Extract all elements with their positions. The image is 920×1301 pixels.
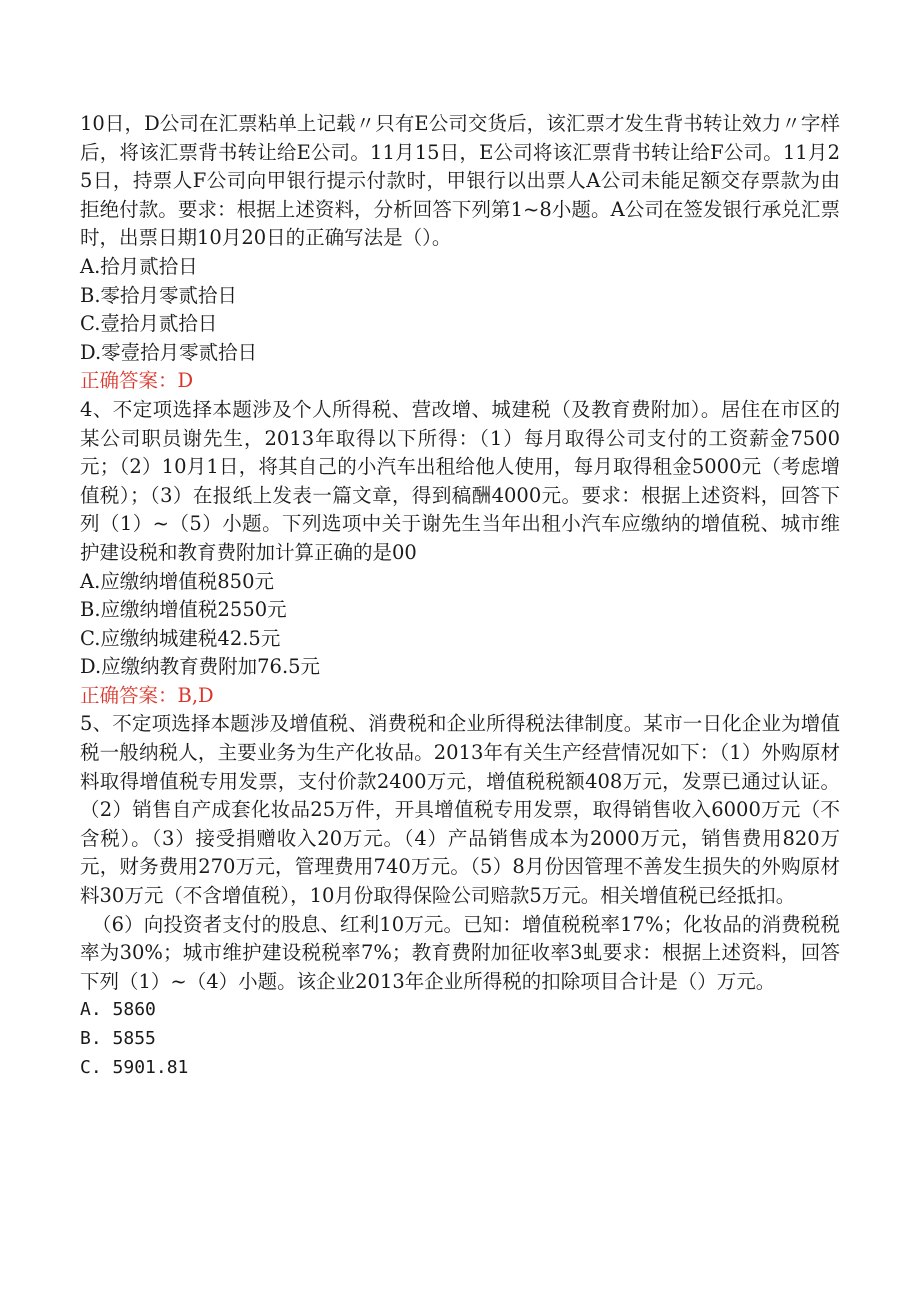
question-4 xyxy=(80,396,840,711)
question-5 xyxy=(80,710,840,1082)
question-4-option-c: C.应缴纳城建税42.5元 xyxy=(80,626,281,650)
question-5-stem-continued: （6）向投资者支付的股息、红利10万元。已知：增值税税率17%；化妆品的消费税税率为30%；城市维护建设税税率7%；教育费附加征收率3虬要求：根据上述资料，回答下列（1）~（4）小题。该企业2013年企业所得税的扣除项目合计是（）万元。 xyxy=(80,912,840,993)
question-3-option-d: D.零壹拾月零贰拾日 xyxy=(80,340,258,364)
option-letter: C. xyxy=(80,1056,102,1078)
question-5-option-a xyxy=(80,996,840,1025)
question-3-stem: 10日，D公司在汇票粘单上记载〃只有E公司交货后，该汇票才发生背书转让效力〃字样后，将该汇票背书转让给E公司。11月15日，E公司将该汇票背书转让给F公司。11月25日，持票人F公司向甲银行提示付款时，甲银行以出票人A公司未能足额交存票款为由拒绝付款。要求：根据上述资料，分析回答下列第1~8小题。A公司在签发银行承兑汇票时，出票日期10月20日的正确写法是（）。 xyxy=(80,112,840,250)
option-letter: A. xyxy=(80,999,102,1021)
question-5-option-b xyxy=(80,1025,840,1054)
question-4-stem: 4、不定项选择本题涉及个人所得税、营改增、城建税（及教育费附加）。居住在市区的某公司职员谢先生，2013年取得以下所得：（1）每月取得公司支付的工资薪金7500元；（2）10月1日，将其自己的小汽车出租给他人使用，每月取得租金5000元（考虑增值税）；（3）在报纸上发表一篇文章，得到稿酬4000元。要求：根据上述资料，回答下列（1）~（5）小题。下列选项中关于谢先生当年出租小汽车应缴纳的增值税、城市维护建设税和教育费附加计算正确的是00 xyxy=(80,397,840,564)
option-letter: B. xyxy=(80,1028,102,1049)
question-3-answer: 正确答案：D xyxy=(80,369,194,393)
question-5-option-c xyxy=(80,1054,840,1083)
option-value: 5855 xyxy=(112,1028,156,1049)
question-3-option-c: C.壹拾月贰拾日 xyxy=(80,312,218,336)
option-value: 5901.81 xyxy=(112,1056,189,1078)
document-page xyxy=(80,110,840,1082)
question-5-stem: 5、不定项选择本题涉及增值税、消费税和企业所得税法律制度。某市一日化企业为增值税一般纳税人，主要业务为生产化妆品。2013年有关生产经营情况如下：（1）外购原材料取得增值税专用发票，支付价款2400万元，增值税税额408万元，发票已通过认证。（2）销售自产成套化妆品25万件，开具增值税专用发票，取得销售收入6000万元（不含税）。（3）接受捐赠收入20万元。（4）产品销售成本为2000万元，销售费用820万元，财务费用270万元，管理费用740万元。（5）8月份因管理不善发生损失的外购原材料30万元（不含增值税），10月份取得保险公司赔款5万元。相关增值税已经抵扣。 xyxy=(80,712,840,908)
question-4-option-a: A.应缴纳增值税850元 xyxy=(80,569,275,593)
question-4-option-d: D.应缴纳教育费附加76.5元 xyxy=(80,655,321,679)
option-value: 5860 xyxy=(112,999,156,1021)
question-3-option-b: B.零拾月零贰拾日 xyxy=(80,283,238,307)
question-4-answer: 正确答案：B,D xyxy=(80,683,214,707)
question-4-option-b: B.应缴纳增值税2550元 xyxy=(80,598,287,622)
question-3-option-a: A.拾月贰拾日 xyxy=(80,254,198,278)
question-3 xyxy=(80,110,840,396)
